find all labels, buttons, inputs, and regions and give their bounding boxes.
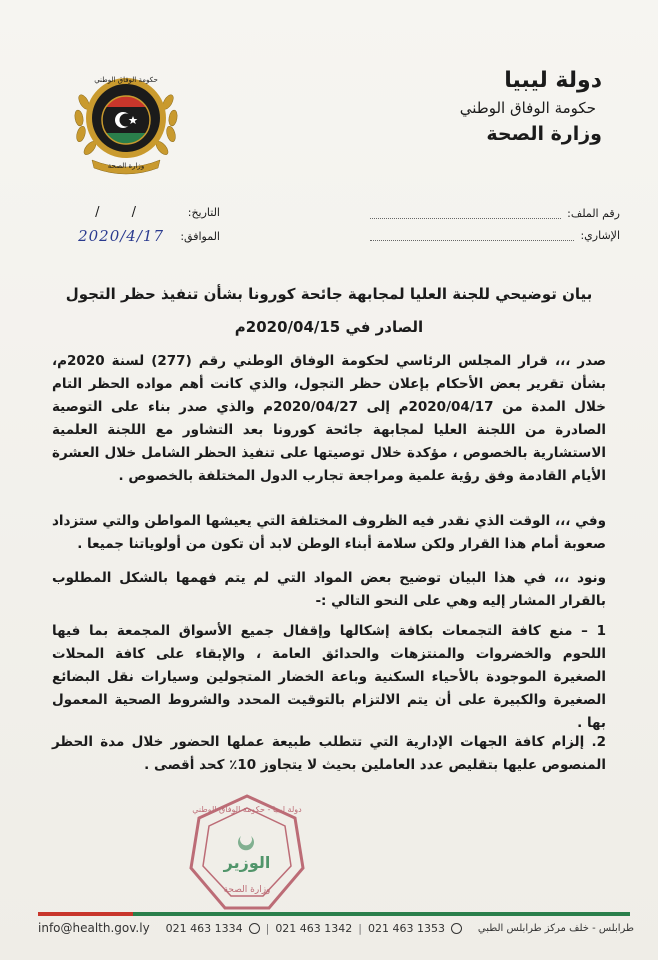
date-row [40,200,220,224]
footer-phone-2[interactable]: 021 463 1342 [275,921,353,935]
file-number-line [370,208,561,219]
corresponding-row [40,224,220,248]
date-fields [40,200,220,248]
corresponding-label: الموافق: [180,229,220,243]
file-number-row [370,202,620,224]
emblem-ribbon-text: وزارة الصحة [107,162,145,170]
official-seal-stamp [185,792,310,914]
government-name: حكومة الوفاق الوطني [459,99,596,117]
letterhead [382,66,602,148]
file-number-label: رقم الملف: [567,206,620,220]
paragraph-decision: صدر ،،، قرار المجلس الرئاسي لحكومة الوفاق الوطني رقم (277) لسنة 2020م، بشأن تقرير بعض الأحكام بإعلان حظر التجول، والذي كانت أهم مواده الحظر التام خلال المدة من 2020/04/17م إلى 2020/04/27م والذي صدر بناء على التوصية الصادرة من اللجنة العليا لمجابهة جائحة كورونا بعد التشاور مع اللجنة العلمية الاستشارية بالخصوص ، مؤكدة خلال توصيتها على تنفيذ الحظر الشامل خلال العشرة الأيام القادمة وفق رؤية علمية ومراجعة تجارب الدول المختلفة بالخصوص . [52,353,607,484]
seal-top-text: دولة ليبيا - حكومة الوفاق الوطني [192,805,302,814]
footer-address: طرابلس - خلف مركز طرابلس الطبي [477,922,634,934]
government-emblem-logo [70,62,182,178]
footer-email[interactable]: info@health.gov.ly [38,921,150,935]
footer-divider [38,912,630,916]
reference-row [370,224,620,246]
statement-date: الصادر في 2020/04/15م [234,318,424,336]
statement-title: بيان توضيحي للجنة العليا لمجابهة جائحة كورونا بشأن تنفيذ حظر التجول [65,285,593,303]
paragraph-circumstances: وفي ،،، الوقت الذي نقدر فيه الظروف المختلفة التي يعيشها المواطن والتي ستزداد صعوبة أمام هذا القرار ولكن سلامة أبناء الوطن لابد أن تكون من أولوياتنا جميعا . [52,513,606,552]
footer-phone-1[interactable]: 021 463 1334 [165,921,243,935]
corresponding-date: 2020/4/17 [78,227,164,245]
phone-icon [451,923,462,934]
item-administrative: 2. إلزام كافة الجهات الإدارية التي تتطلب طبيعة عملها الحضور خلال مدة الحظر المنصوص عليها بتقليص عدد العاملين بحيث لا يتجاوز 10٪ كحد أقصى . [52,734,606,773]
seal-bottom-text: وزارة الصحة [223,885,271,895]
reference-label: الإشاري: [580,228,620,242]
date-label: التاريخ: [187,205,220,219]
reference-fields [370,202,620,246]
reference-line [370,230,574,241]
item-gatherings: 1 – منع كافة التجمعات بكافة إشكالها وإقفال جميع الأسواق المجمعة بما فيها اللحوم والخضروات والمنتزهات والحدائق العامة ، والإبقاء على كافة المحلات الصغيرة الموجودة بالأحياء السكنية وباعة الخضار المتجولين وسيارات نقل البضائع الصغيرة والكبيرة على أن يتم الالتزام بالتوقيت المحدد والشروط الصحية المعمول بها . [52,623,606,731]
country-name: دولة ليبيا [504,68,602,93]
emblem-ring-text: حكومة الوفاق الوطني [94,76,158,84]
footer-phones: 021 463 1334 | 021 463 1342 | 021 463 1353 [166,922,462,935]
paragraph-clarification: ونود ،،، في هذا البيان توضيح بعض المواد التي لم يتم فهمها بالشكل المطلوب بالقرار المشار إليه وهي على النحو التالي :- [52,570,606,609]
date-value: / / [95,204,150,220]
footer [38,918,634,938]
phone-icon [249,923,260,934]
ministry-name: وزارة الصحة [486,123,602,145]
footer-phone-3[interactable]: 021 463 1353 [368,921,445,935]
seal-center-text: الوزير [223,853,271,872]
